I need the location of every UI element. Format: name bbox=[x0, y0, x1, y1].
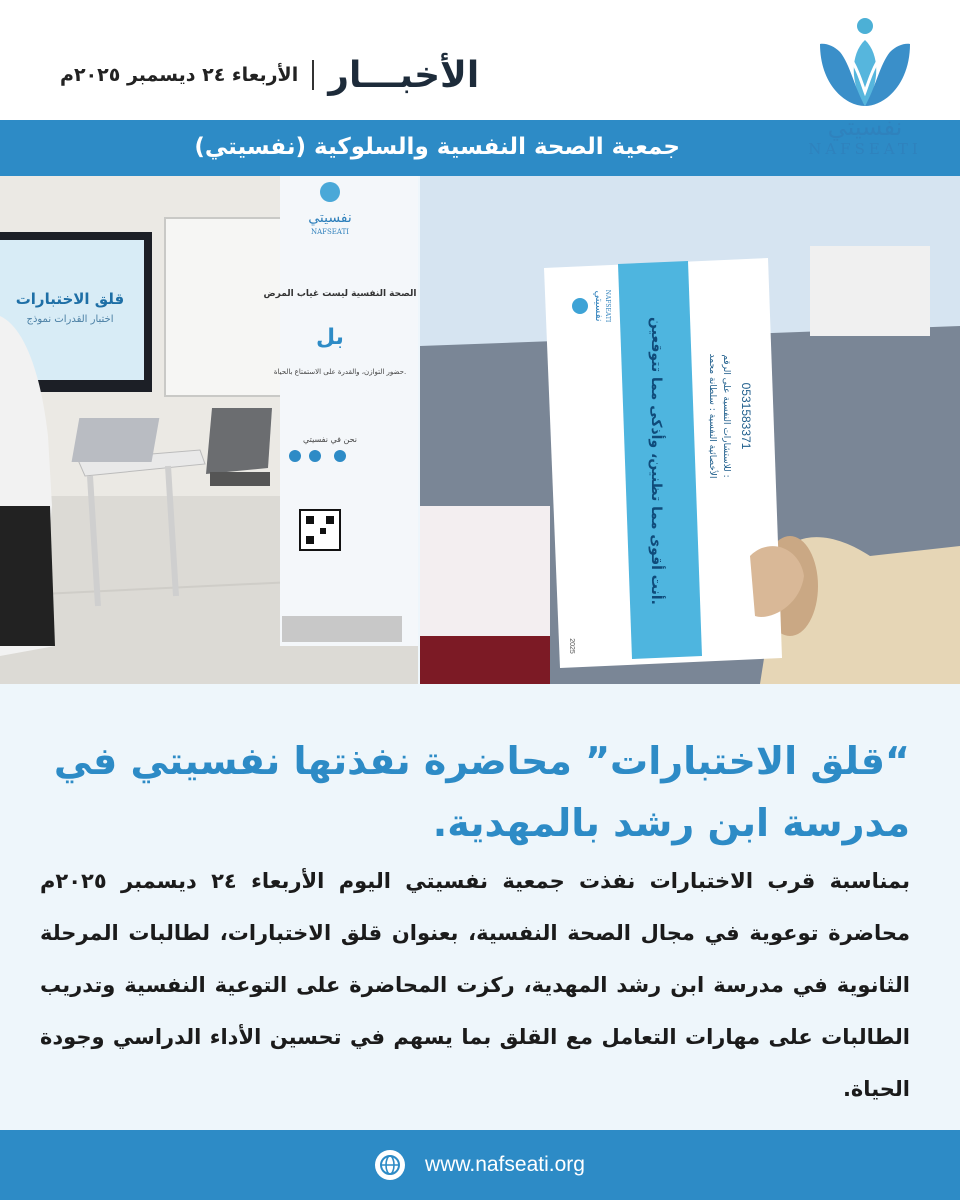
logo-name-ar: نفسيتي bbox=[827, 113, 903, 141]
website-link[interactable]: www.nafseati.org bbox=[425, 1153, 585, 1176]
rollup-brand-ar: نفسيتي bbox=[308, 210, 352, 226]
card-brand-en: NAFSEATI bbox=[604, 289, 611, 323]
rollup-tagline: الصحة النفسية ليست غياب المرض bbox=[263, 289, 417, 299]
globe-icon bbox=[375, 1150, 405, 1180]
news-date: الأربعاء ٢٤ ديسمبر ٢٠٢٥م bbox=[60, 64, 299, 86]
rollup-us: نحن في نفسيتي bbox=[303, 435, 357, 444]
lotus-logo-icon bbox=[810, 14, 920, 110]
screen-title: قلق الاختبارات bbox=[15, 290, 125, 308]
brand-logo bbox=[800, 14, 930, 174]
card-contact: للاستشارات النفسية على الرقم : bbox=[721, 354, 731, 478]
rollup-line: حضور التوازن، والقدرة على الاستمتاع بالحياة. bbox=[273, 368, 407, 376]
section-title: الأخبـــار bbox=[328, 54, 480, 96]
photo-collage bbox=[0, 176, 960, 684]
card-photo bbox=[420, 176, 960, 684]
card-phone: 0531583371 bbox=[739, 382, 753, 450]
news-heading-row bbox=[60, 55, 530, 95]
rollup-brand-en: NAFSEATI bbox=[310, 228, 350, 236]
rollup-bal: بل bbox=[316, 325, 344, 350]
footer-bar bbox=[0, 1130, 960, 1200]
card-quote: أنت أقوى مما تظنين، وأذكى مما تتوقعين. bbox=[648, 316, 664, 606]
screen-subtitle: اختبار القدرات نموذج bbox=[26, 314, 114, 325]
classroom-photo bbox=[0, 176, 418, 684]
title-divider bbox=[312, 60, 314, 90]
org-name: جمعية الصحة النفسية والسلوكية (نفسيتي) bbox=[194, 134, 680, 160]
logo-name-en: NAFSEATI bbox=[808, 140, 922, 158]
article-headline: “قلق الاختبارات” محاضرة نفذتها نفسيتي في مدرسة ابن رشد بالمهدية. bbox=[53, 739, 910, 845]
card-brand-ar: نفسيتي bbox=[593, 290, 604, 322]
card-year: 2025 bbox=[568, 638, 575, 654]
article-body: بمناسبة قرب الاختبارات نفذت جمعية نفسيتي اليوم الأربعاء ٢٤ ديسمبر ٢٠٢٥م محاضرة توعوية في مجال الصحة النفسية، بعنوان قلق الاختبارات، لطالبات المرحلة الثانوية في مدرسة ابن رشد المهدية، ركزت المحاضرة على التوعية النفسية وتدريب الطالبات على مهارات التعامل مع القلق بما يسهم في تحسين الأداء الدراسي وجودة الحياة. bbox=[40, 869, 910, 1101]
card-specialist: الأخصائية النفسية : سلطانة محمد bbox=[707, 353, 717, 479]
